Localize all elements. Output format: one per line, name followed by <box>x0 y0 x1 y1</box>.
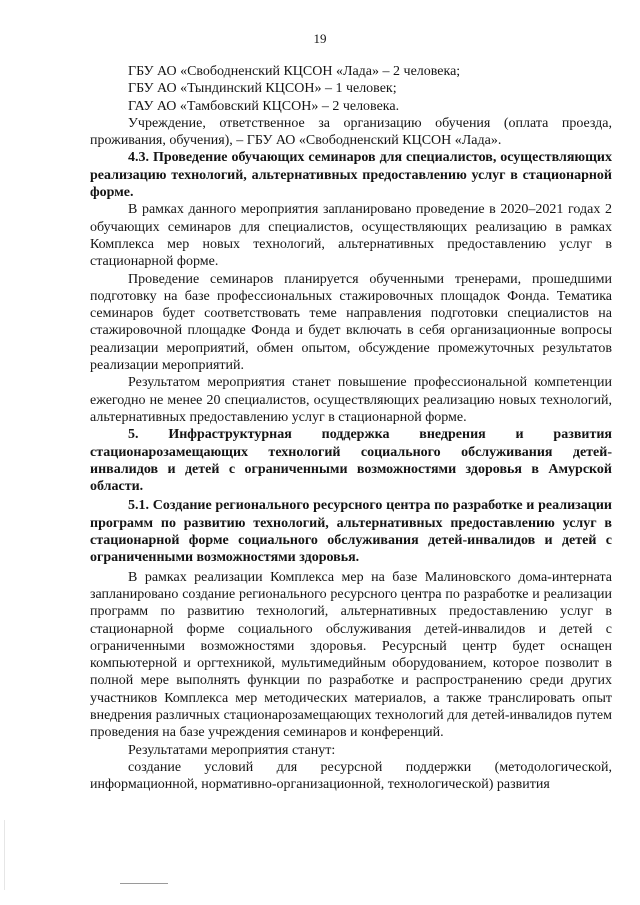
paragraph: Учреждение, ответственное за организацию обучения (оплата проезда, проживания, обучения), – ГБУ АО «Свободненский КЦСОН «Лада». <box>90 115 612 149</box>
scan-edge <box>4 820 5 890</box>
paragraph: ГБУ АО «Тындинский КЦСОН» – 1 человек; <box>128 81 397 97</box>
document-body <box>90 63 612 793</box>
paragraph: создание условий для ресурсной поддержки (методологической, информационной, нормативно-организационной, технологической) развития <box>90 759 612 793</box>
paragraph: В рамках данного мероприятия запланировано проведение в 2020–2021 годах 2 обучающих семинаров для специалистов, осуществляющих реализацию в рамках Комплекса мер новых технологий, альтернативных предоставлению услуг в стационарной форме. <box>90 202 612 270</box>
paragraph: В рамках реализации Комплекса мер на базе Малиновского дома-интерната запланировано создание регионального ресурсного центра по разработке и реализации программ по развитию технологий, альтернативных предоставлению услуг в стационарной форме социального обслуживания детей-инвалидов и детей с ограниченными возможностями здоровья. Ресурсный центр будет оснащен компьютерной и оргтехникой, мультимедийным оборудованием, которое позволит в полной мере выполнять функции по разработке и распространению среди других участников Комплекса мер методических материалов, а также транслировать опыт внедрения различных стационарозамещающих технологий для детей-инвалидов путем проведения на базе учреждения семинаров и конференций. <box>90 569 612 741</box>
page-number: 19 <box>313 31 327 46</box>
section-heading: 5. Инфраструктурная поддержка внедрения и развития стационарозамещающих технологий социального обслуживания детей-инвалидов и детей с ограниченными возможностями здоровья в Амурской области. <box>90 427 612 495</box>
paragraph: ГБУ АО «Свободненский КЦСОН «Лада» – 2 человека; <box>128 64 461 79</box>
paragraph: Результатами мероприятия станут: <box>128 742 336 758</box>
section-heading: 4.3. Проведение обучающих семинаров для специалистов, осуществляющих реализацию технологий, альтернативных предоставлению услуг в стационарной форме. <box>90 150 612 201</box>
paragraph: ГАУ АО «Тамбовский КЦСОН» – 2 человека. <box>128 98 400 114</box>
section-heading: 5.1. Создание регионального ресурсного центра по разработке и реализации программ по развитию технологий, альтернативных предоставлению услуг в стационарной форме социального обслуживания детей-инвалидов и детей с ограниченными возможностями здоровья. <box>90 498 612 566</box>
paragraph: Проведение семинаров планируется обученными тренерами, прошедшими подготовку на базе профессиональных стажировочных площадок Фонда. Тематика семинаров будет соответствовать теме направления подготовки специалистов на стажировочной площадке Фонда и будет включать в себя организационные вопросы реализации мероприятий, обмен опытом, обсуждение промежуточных результатов реализации мероприятий. <box>90 271 612 374</box>
paragraph: Результатом мероприятия станет повышение профессиональной компетенции ежегодно не менее 20 специалистов, осуществляющих реализацию новых технологий, альтернативных предоставлению услуг в стационарной форме. <box>90 375 612 425</box>
footer-rule <box>120 883 168 884</box>
